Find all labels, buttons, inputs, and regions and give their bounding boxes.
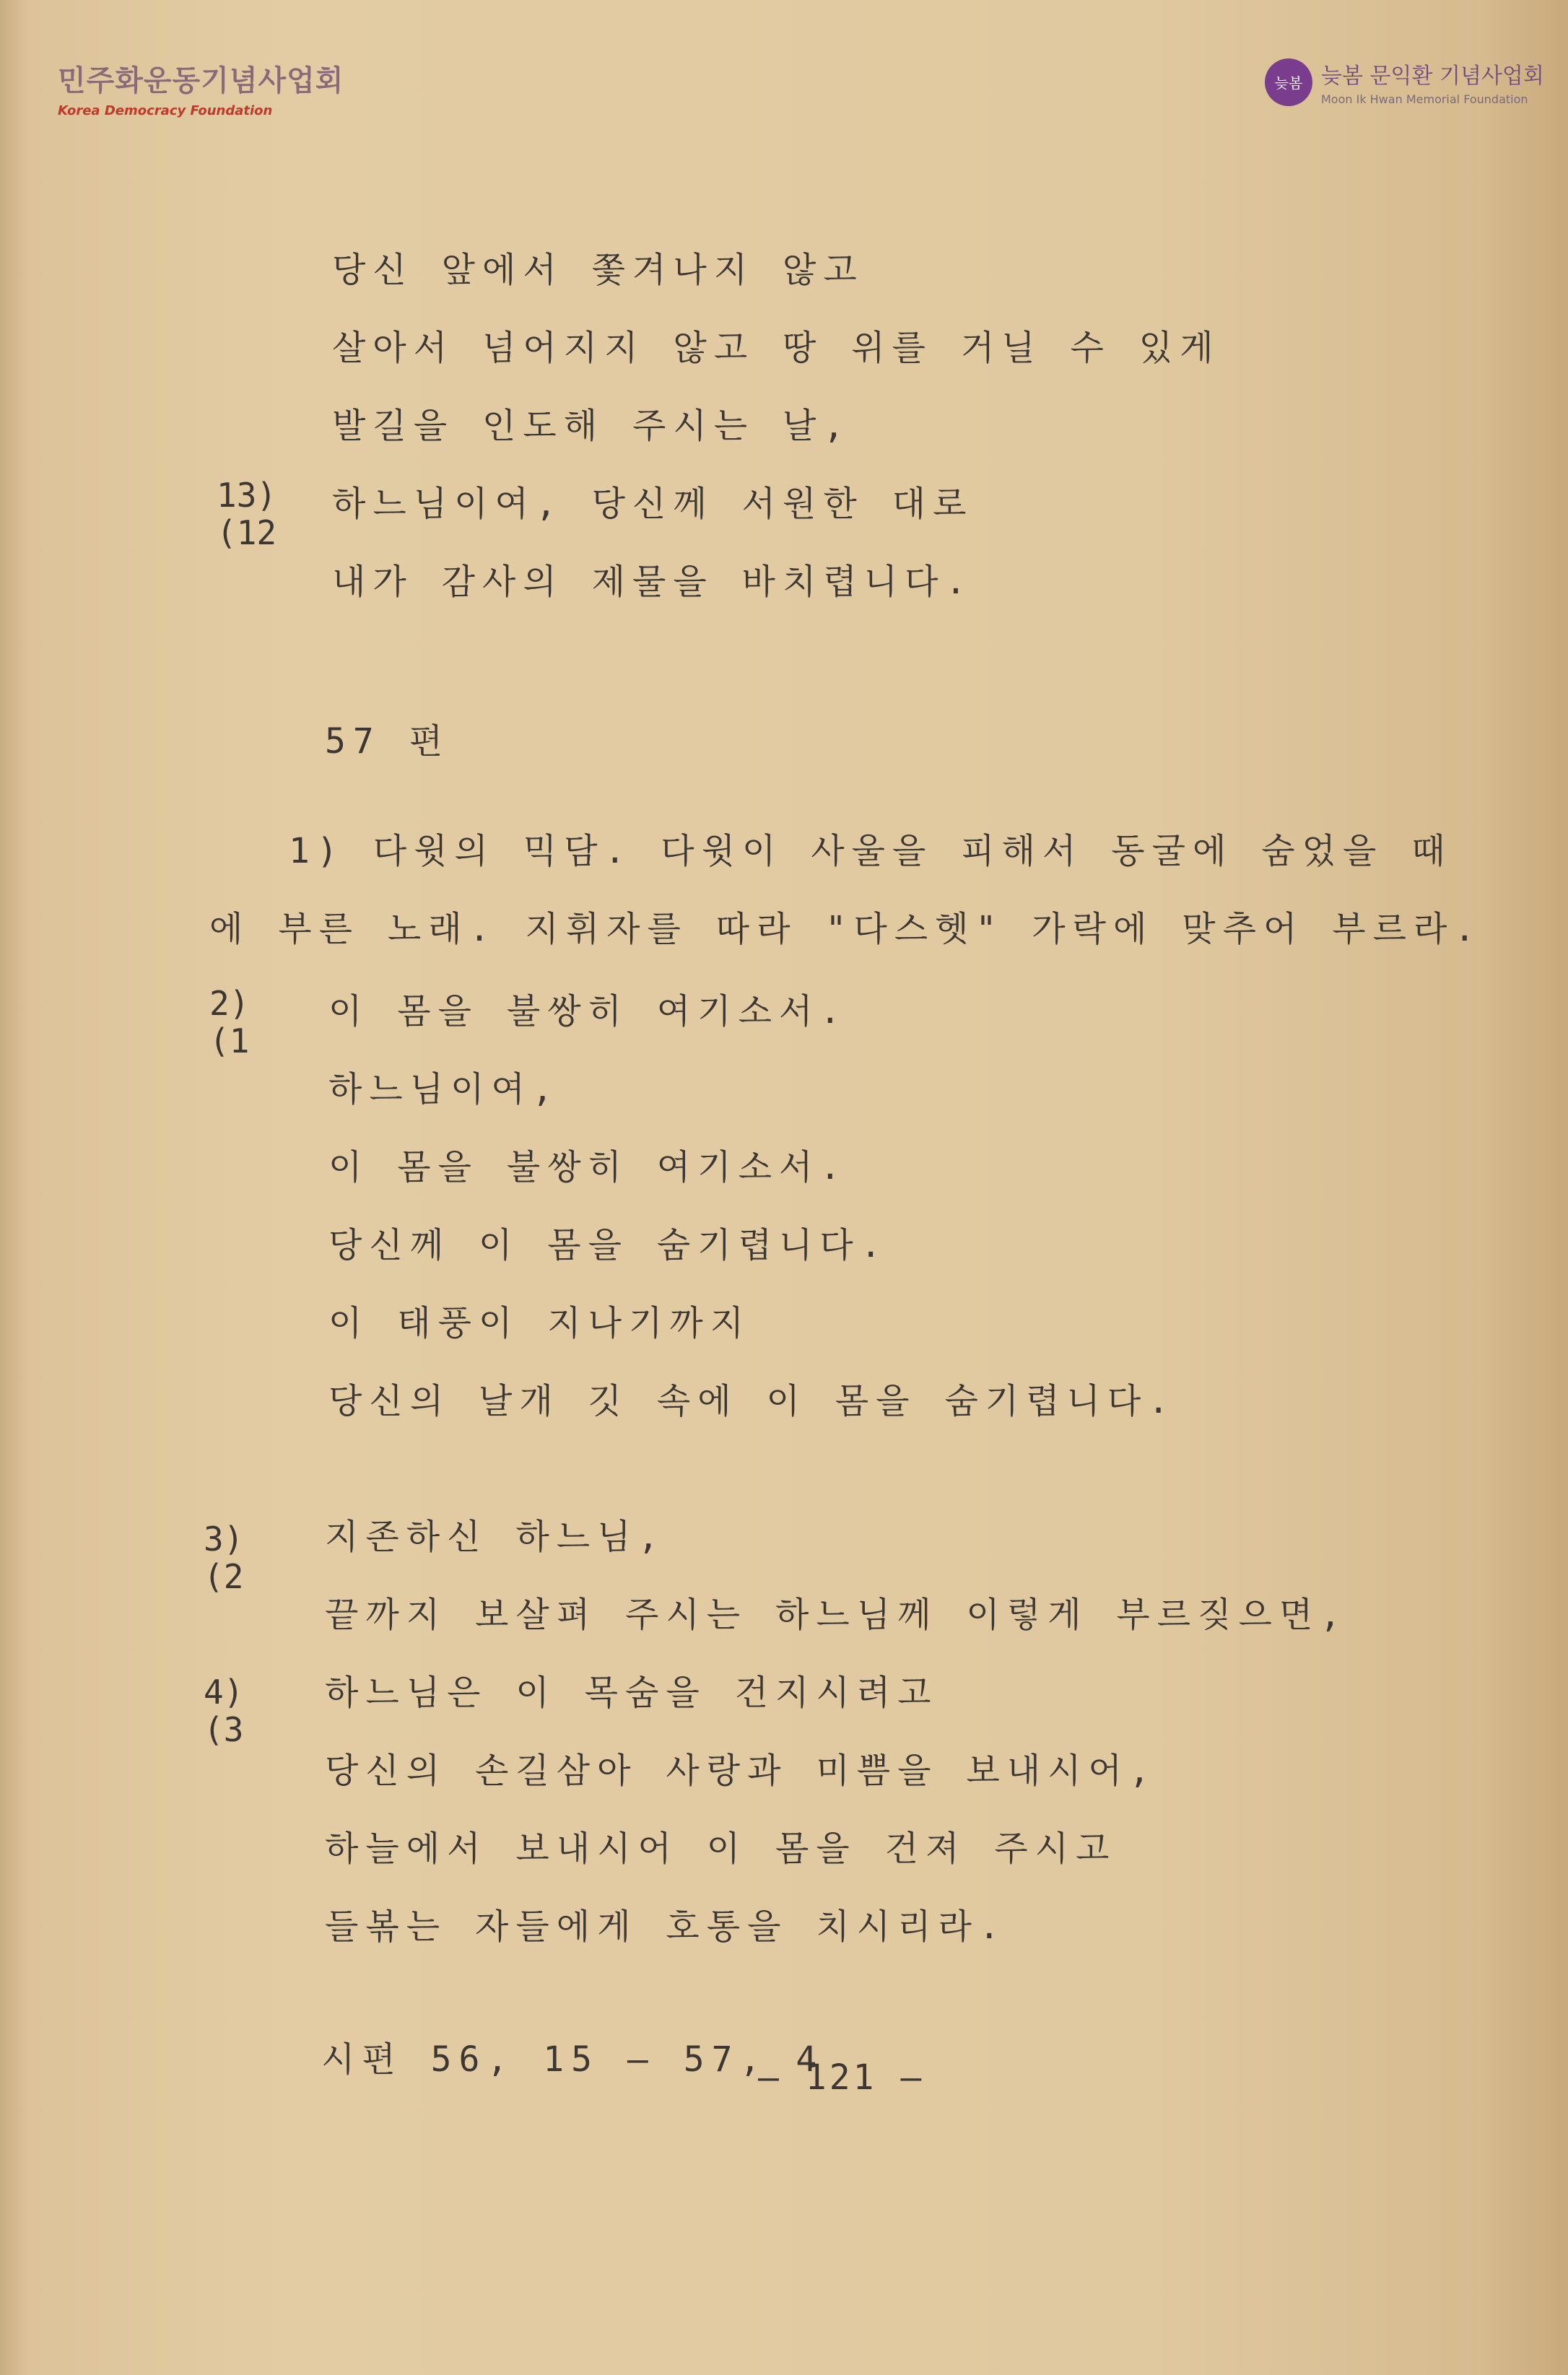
text-line: 당신께 이 몸을 숨기렵니다. <box>328 1225 889 1265</box>
verse-number: 3) (2 <box>204 1520 244 1596</box>
text-line: 이 몸을 불쌍히 여기소서. <box>328 991 848 1032</box>
left-logo-korean: 민주화운동기념사업회 <box>58 64 344 97</box>
chapter-heading: 57 편 <box>325 721 450 762</box>
text-line: 지존하신 하느님, <box>325 1517 666 1557</box>
text-line: 하느님이여, <box>328 1069 560 1110</box>
verse-number: 2) (1 <box>209 984 250 1060</box>
text-line: 이 몸을 불쌍히 여기소서. <box>328 1147 848 1188</box>
text-line: 끝까지 보살펴 주시는 하느님께 이렇게 부르짖으면, <box>325 1595 1349 1635</box>
page-number: — 121 — <box>758 2057 925 2098</box>
neutbom-emblem-icon: 늦봄 <box>1265 58 1312 106</box>
text-line: 당신의 날개 깃 속에 이 몸을 숨기렵니다. <box>328 1381 1177 1421</box>
left-logo-english: Korea Democracy Foundation <box>58 103 273 118</box>
text-line: 이 태풍이 지나기까지 <box>328 1303 752 1343</box>
right-logo-korean: 늦봄 문익환 기념사업회 <box>1321 64 1544 89</box>
text-line: 1) 다윗의 믹담. 다윗이 사울을 피해서 동굴에 숨었을 때 <box>289 831 1452 871</box>
text-line: 에 부른 노래. 지휘자를 따라 "다스헷" 가락에 맞추어 부르라. <box>209 909 1483 949</box>
text-line: 발길을 인도해 주시는 날, <box>332 406 852 446</box>
text-line: 당신의 손길삼아 사랑과 미쁨을 보내시어, <box>325 1751 1157 1791</box>
text-line: 당신 앞에서 쫓겨나지 않고 <box>332 250 864 290</box>
moon-ik-hwan-foundation-logo <box>1265 58 1544 106</box>
text-line: 살아서 넘어지지 않고 땅 위를 거닐 수 있게 <box>332 328 1221 368</box>
verse-number: 4) (3 <box>204 1673 244 1749</box>
text-line: 들볶는 자들에게 호통을 치시리라. <box>325 1906 1007 1947</box>
korea-democracy-foundation-logo <box>58 58 344 118</box>
text-line: 하느님은 이 목숨을 건지시려고 <box>325 1673 938 1713</box>
scripture-reference: 시편 56, 15 — 57, 4 <box>321 2039 824 2080</box>
text-line: 내가 감사의 제물을 바치렵니다. <box>332 562 974 602</box>
text-line: 하느님이여, 당신께 서원한 대로 <box>332 484 974 524</box>
verse-number: 13) (12 <box>217 476 277 552</box>
text-line: 하늘에서 보내시어 이 몸을 건져 주시고 <box>325 1829 1117 1869</box>
right-logo-english: Moon Ik Hwan Memorial Foundation <box>1321 92 1528 106</box>
